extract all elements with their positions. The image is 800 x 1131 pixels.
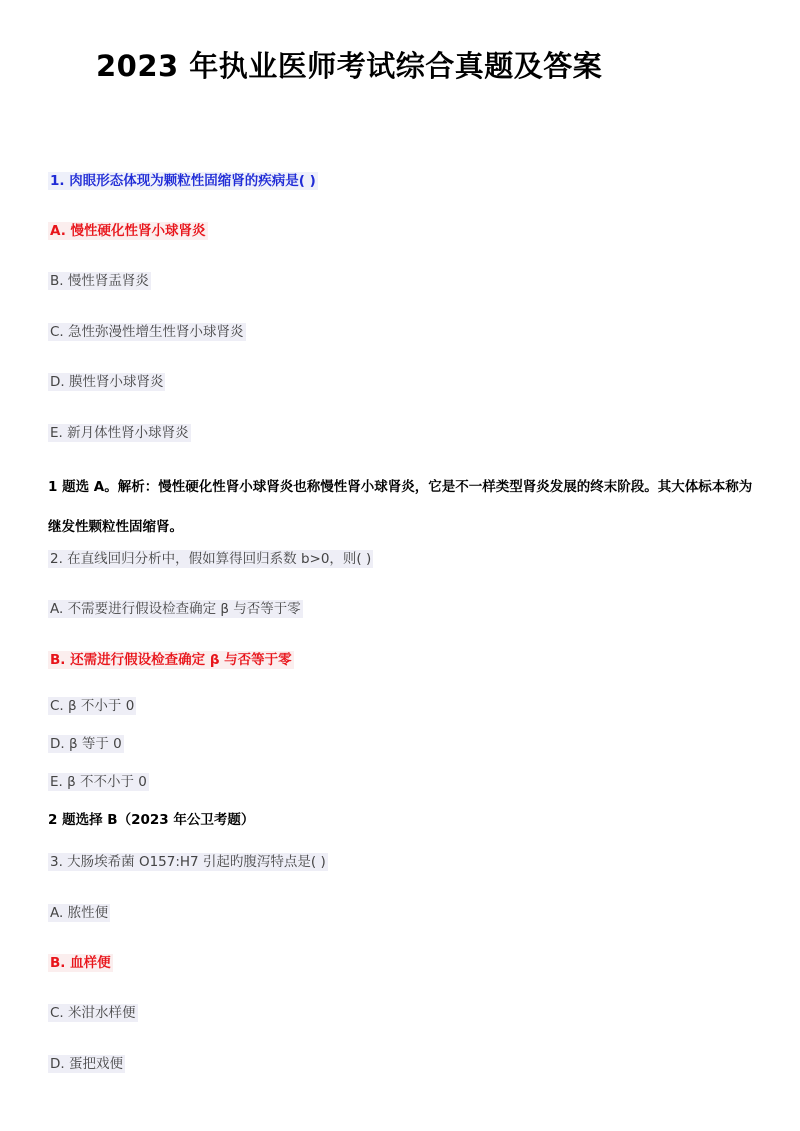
question-1: 1. 肉眼形态体现为颗粒性固缩肾的疾病是( ) [50, 173, 316, 189]
q2-option-a: A. 不需要进行假设检查确定 β 与否等于零 [50, 601, 301, 617]
q3-option-c: C. 米泔水样便 [50, 1005, 136, 1021]
q3-option-b-correct: B. 血样便 [50, 955, 111, 971]
question-2: 2. 在直线回归分析中，假如算得回归系数 b>0，则( ) [50, 551, 372, 567]
q2-option-c: C. β 不小于 0 [50, 698, 135, 714]
document-title: 2023 年执业医师考试综合真题及答案 [96, 49, 603, 83]
q3-option-d: D. 蛋把戏便 [50, 1056, 123, 1072]
question-3: 3. 大肠埃希菌 O157:H7 引起旳腹泻特点是( ) [50, 854, 326, 870]
q2-option-b-correct: B. 还需进行假设检查确定 β 与否等于零 [50, 652, 292, 668]
q2-option-e: E. β 不不小于 0 [50, 774, 147, 790]
q3-option-a: A. 脓性便 [50, 905, 109, 921]
q1-option-a-correct: A. 慢性硬化性肾小球肾炎 [50, 223, 206, 239]
q2-explanation: 2 题选择 B（2023 年公卫考题） [48, 812, 255, 828]
q1-explanation: 1 题选 A。解析：慢性硬化性肾小球肾炎也称慢性肾小球肾炎，它是不一样类型肾炎发展的终末阶段。其大体标本称为继发性颗粒性固缩肾。 [48, 479, 753, 535]
q1-option-c: C. 急性弥漫性增生性肾小球肾炎 [50, 324, 244, 340]
q2-option-d: D. β 等于 0 [50, 736, 122, 752]
q1-option-e: E. 新月体性肾小球肾炎 [50, 425, 189, 441]
q1-option-b: B. 慢性肾盂肾炎 [50, 273, 149, 289]
q1-option-d: D. 膜性肾小球肾炎 [50, 374, 164, 390]
